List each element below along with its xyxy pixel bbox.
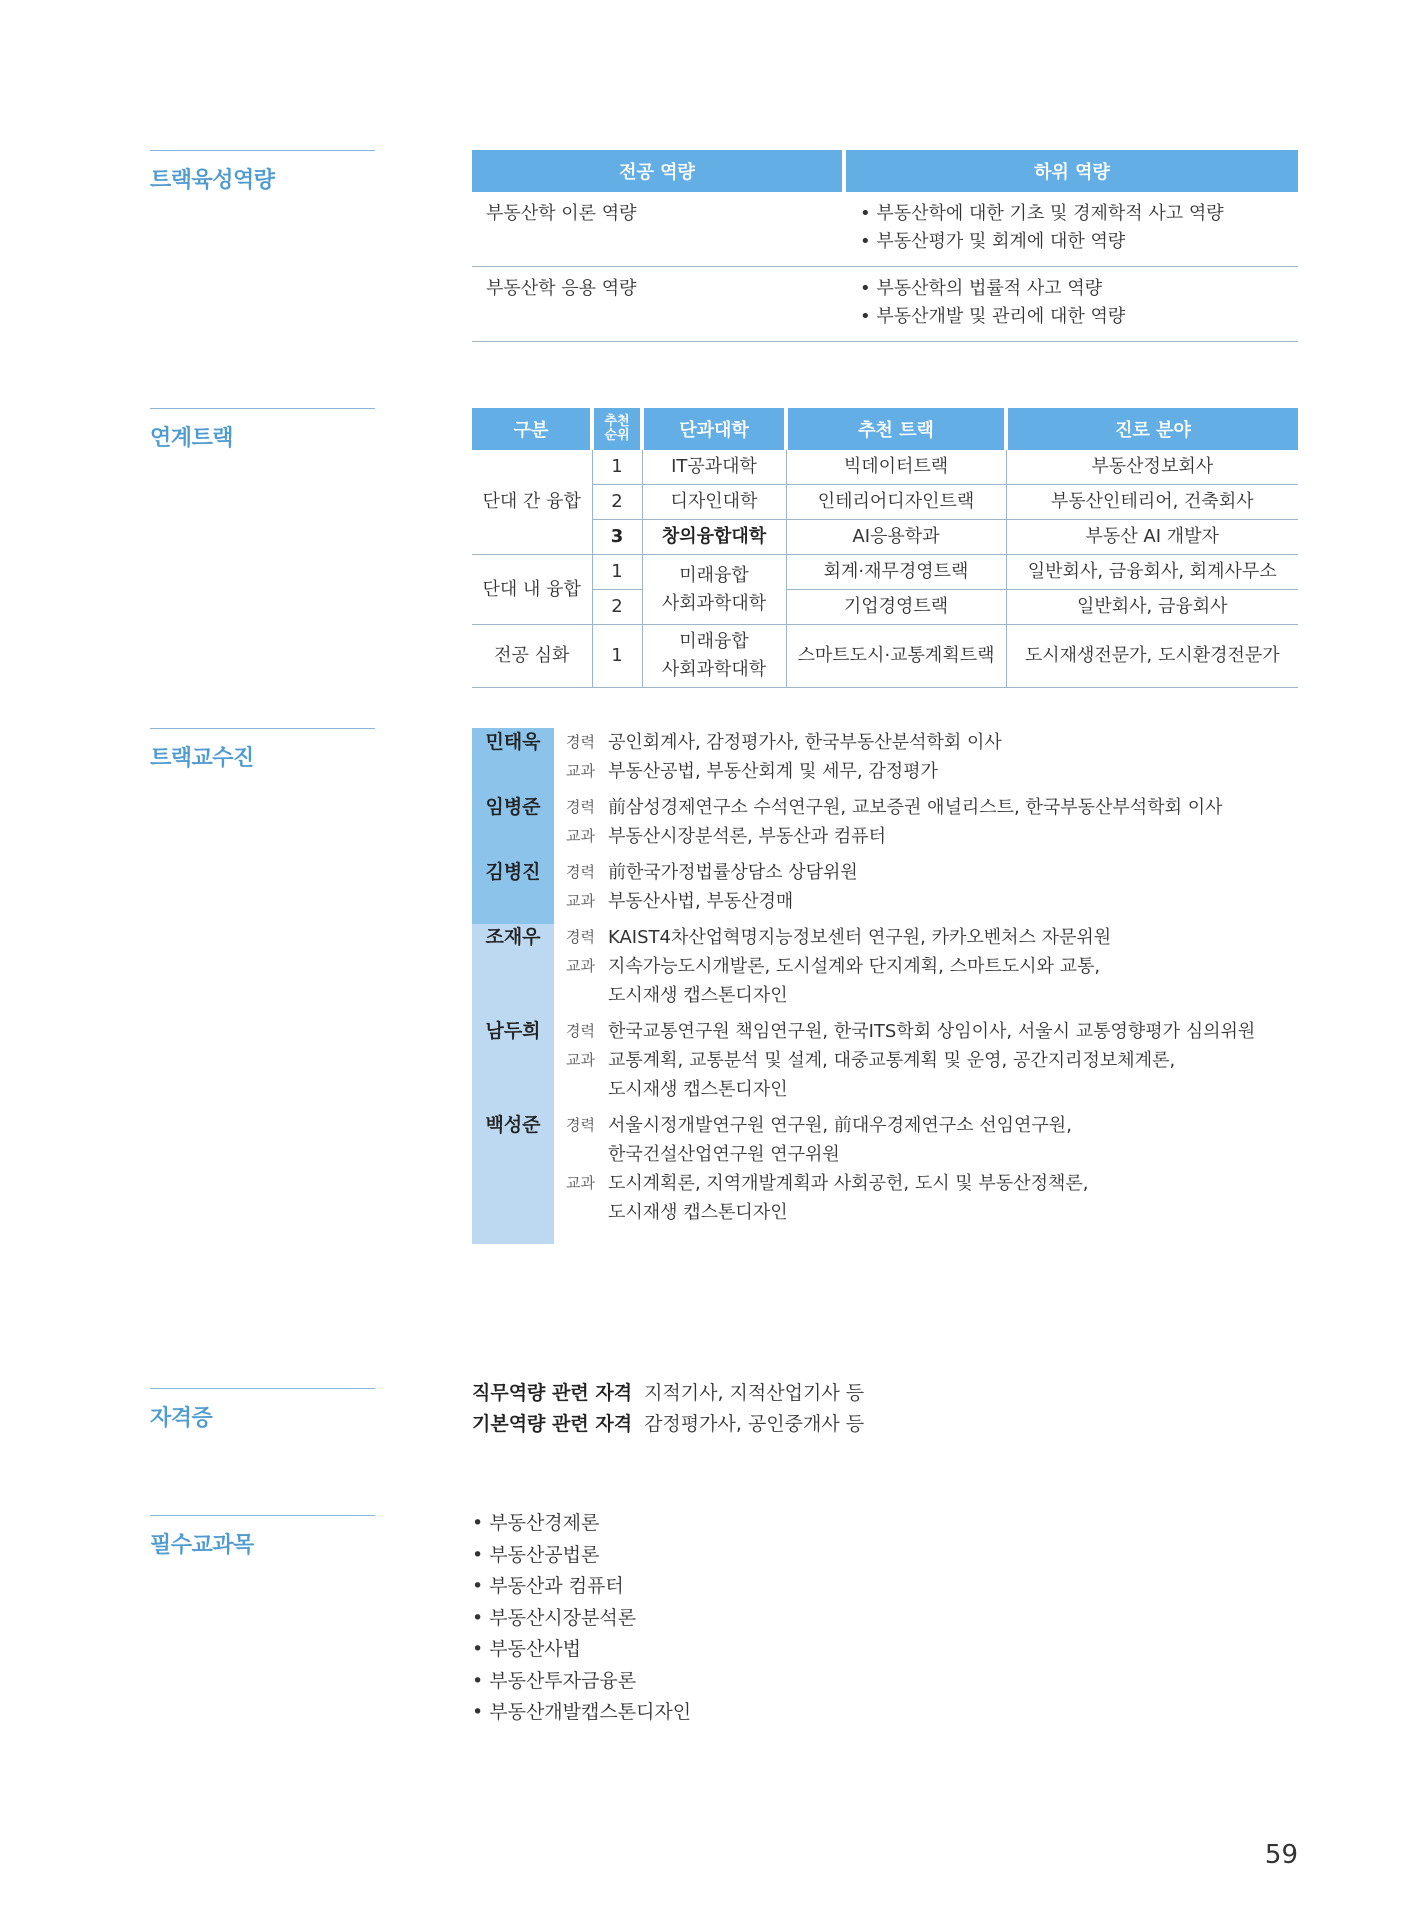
sub-competency: • 부동산학에 대한 기초 및 경제학적 사고 역량 bbox=[860, 203, 1224, 224]
career-tag: 경력 bbox=[566, 798, 595, 816]
sub-competency-cell bbox=[844, 192, 1298, 267]
professor-courses: 도시계획론, 지역개발계획과 사회공헌, 도시 및 부동산정책론, 도시재생 캡스톤디자인 bbox=[608, 1173, 1089, 1223]
certificate-value: 감정평가사, 공인중개사 등 bbox=[644, 1413, 865, 1435]
college-cell: 미래융합 사회과학대학 bbox=[642, 625, 786, 688]
career-tag: 경력 bbox=[566, 733, 595, 751]
rank-cell: 2 bbox=[592, 485, 642, 520]
professor-entry bbox=[472, 923, 1312, 1010]
section-title-faculty: 트랙교수진 bbox=[150, 728, 375, 772]
faculty-list bbox=[472, 728, 1312, 1227]
professor-name: 백성준 bbox=[485, 1114, 541, 1136]
section-title-competency: 트랙육성역량 bbox=[150, 150, 375, 194]
column-header: 단과대학 bbox=[642, 408, 786, 450]
table-row bbox=[472, 192, 1298, 267]
professor-name: 김병진 bbox=[485, 861, 541, 883]
professor-entry bbox=[472, 858, 1312, 916]
track-cell: AI응용학과 bbox=[786, 520, 1006, 555]
career-cell: 일반회사, 금융회사 bbox=[1006, 590, 1298, 625]
certificate-item bbox=[472, 1409, 864, 1440]
list-item: • 부동산과 컴퓨터 bbox=[472, 1571, 691, 1603]
professor-courses: 교통계획, 교통분석 및 설계, 대중교통계획 및 운영, 공간지리정보체계론, 도시재생 캡스톤디자인 bbox=[608, 1050, 1176, 1100]
professor-name: 민태욱 bbox=[485, 731, 541, 753]
column-header: 구분 bbox=[472, 408, 592, 450]
table-row bbox=[472, 625, 1298, 688]
college-cell: IT공과대학 bbox=[642, 450, 786, 485]
professor-career: 공인회계사, 감정평가사, 한국부동산분석학회 이사 bbox=[608, 732, 1002, 753]
career-cell: 도시재생전문가, 도시환경전문가 bbox=[1006, 625, 1298, 688]
table-row bbox=[472, 590, 1298, 625]
page-number: 59 bbox=[1264, 1840, 1298, 1870]
rank-cell: 2 bbox=[592, 590, 642, 625]
college-cell: 창의융합대학 bbox=[642, 520, 786, 555]
track-cell: 기업경영트랙 bbox=[786, 590, 1006, 625]
group-label: 전공 심화 bbox=[472, 625, 592, 688]
college-cell: 미래융합 사회과학대학 bbox=[642, 555, 786, 625]
professor-career: 한국교통연구원 책임연구원, 한국ITS학회 상임이사, 서울시 교통영향평가 심의위원 bbox=[608, 1021, 1256, 1042]
rank-cell: 1 bbox=[592, 450, 642, 485]
list-item: • 부동산시장분석론 bbox=[472, 1603, 691, 1635]
rank-cell: 3 bbox=[592, 520, 642, 555]
career-cell: 일반회사, 금융회사, 회계사무소 bbox=[1006, 555, 1298, 590]
table-row bbox=[472, 555, 1298, 590]
professor-courses: 부동산시장분석론, 부동산과 컴퓨터 bbox=[608, 826, 886, 847]
professor-entry bbox=[472, 1111, 1312, 1227]
certificate-item bbox=[472, 1378, 864, 1409]
career-tag: 경력 bbox=[566, 928, 595, 946]
professor-name: 조재우 bbox=[485, 926, 541, 948]
competency-table bbox=[472, 150, 1298, 342]
table-row bbox=[472, 485, 1298, 520]
column-header: 진로 분야 bbox=[1006, 408, 1298, 450]
section-title-required-courses: 필수교과목 bbox=[150, 1515, 375, 1559]
linked-track-table bbox=[472, 408, 1298, 688]
list-item: • 부동산사법 bbox=[472, 1634, 691, 1666]
list-item: • 부동산투자금융론 bbox=[472, 1666, 691, 1698]
career-tag: 경력 bbox=[566, 1116, 595, 1134]
list-item: • 부동산경제론 bbox=[472, 1508, 691, 1540]
professor-courses: 부동산공법, 부동산회계 및 세무, 감정평가 bbox=[608, 761, 938, 782]
track-cell: 빅데이터트랙 bbox=[786, 450, 1006, 485]
course-tag: 교과 bbox=[566, 1174, 595, 1192]
column-header: 하위 역량 bbox=[844, 150, 1298, 192]
professor-courses: 지속가능도시개발론, 도시설계와 단지계획, 스마트도시와 교통, 도시재생 캡스톤디자인 bbox=[608, 956, 1101, 1006]
professor-entry bbox=[472, 728, 1312, 786]
list-item: • 부동산공법론 bbox=[472, 1540, 691, 1572]
course-tag: 교과 bbox=[566, 762, 595, 780]
certificate-list bbox=[472, 1378, 864, 1440]
career-cell: 부동산 AI 개발자 bbox=[1006, 520, 1298, 555]
professor-name: 임병준 bbox=[485, 796, 541, 818]
group-label: 단대 내 융합 bbox=[472, 555, 592, 625]
college-cell: 디자인대학 bbox=[642, 485, 786, 520]
professor-career: 前삼성경제연구소 수석연구원, 교보증권 애널리스트, 한국부동산부석학회 이사 bbox=[608, 797, 1223, 818]
course-tag: 교과 bbox=[566, 957, 595, 975]
career-cell: 부동산정보회사 bbox=[1006, 450, 1298, 485]
certificate-value: 지적기사, 지적산업기사 등 bbox=[644, 1382, 865, 1404]
professor-career: KAIST4차산업혁명지능정보센터 연구원, 카카오벤처스 자문위원 bbox=[608, 927, 1112, 948]
table-row bbox=[472, 520, 1298, 555]
course-tag: 교과 bbox=[566, 1051, 595, 1069]
rank-cell: 1 bbox=[592, 625, 642, 688]
column-header: 추천 트랙 bbox=[786, 408, 1006, 450]
track-cell: 회계·재무경영트랙 bbox=[786, 555, 1006, 590]
certificate-label: 직무역량 관련 자격 bbox=[472, 1382, 633, 1404]
column-header: 추천 순위 bbox=[592, 408, 642, 450]
course-tag: 교과 bbox=[566, 892, 595, 910]
track-cell: 스마트도시·교통계획트랙 bbox=[786, 625, 1006, 688]
sub-competency: • 부동산학의 법률적 사고 역량 bbox=[860, 278, 1103, 299]
track-cell: 인테리어디자인트랙 bbox=[786, 485, 1006, 520]
professor-name: 남두희 bbox=[485, 1020, 541, 1042]
section-title-certificates: 자격증 bbox=[150, 1388, 375, 1432]
column-header: 전공 역량 bbox=[472, 150, 844, 192]
professor-courses: 부동산사법, 부동산경매 bbox=[608, 891, 794, 912]
career-tag: 경력 bbox=[566, 1022, 595, 1040]
list-item: • 부동산개발캡스톤디자인 bbox=[472, 1697, 691, 1729]
career-cell: 부동산인테리어, 건축회사 bbox=[1006, 485, 1298, 520]
section-title-linked-tracks: 연계트랙 bbox=[150, 408, 375, 452]
professor-entry bbox=[472, 1017, 1312, 1104]
sub-competency: • 부동산평가 및 회계에 대한 역량 bbox=[860, 231, 1126, 252]
group-label: 단대 간 융합 bbox=[472, 450, 592, 555]
table-row bbox=[472, 267, 1298, 342]
professor-entry bbox=[472, 793, 1312, 851]
rank-cell: 1 bbox=[592, 555, 642, 590]
major-competency: 부동산학 이론 역량 bbox=[472, 192, 844, 267]
required-course-list bbox=[472, 1508, 691, 1729]
sub-competency-cell bbox=[844, 267, 1298, 342]
sub-competency: • 부동산개발 및 관리에 대한 역량 bbox=[860, 306, 1126, 327]
professor-career: 서울시정개발연구원 연구원, 前대우경제연구소 선임연구원, 한국건설산업연구원 연구위원 bbox=[608, 1115, 1072, 1165]
major-competency: 부동산학 응용 역량 bbox=[472, 267, 844, 342]
table-row bbox=[472, 450, 1298, 485]
professor-career: 前한국가정법률상담소 상담위원 bbox=[608, 862, 858, 883]
career-tag: 경력 bbox=[566, 863, 595, 881]
course-tag: 교과 bbox=[566, 827, 595, 845]
certificate-label: 기본역량 관련 자격 bbox=[472, 1413, 633, 1435]
